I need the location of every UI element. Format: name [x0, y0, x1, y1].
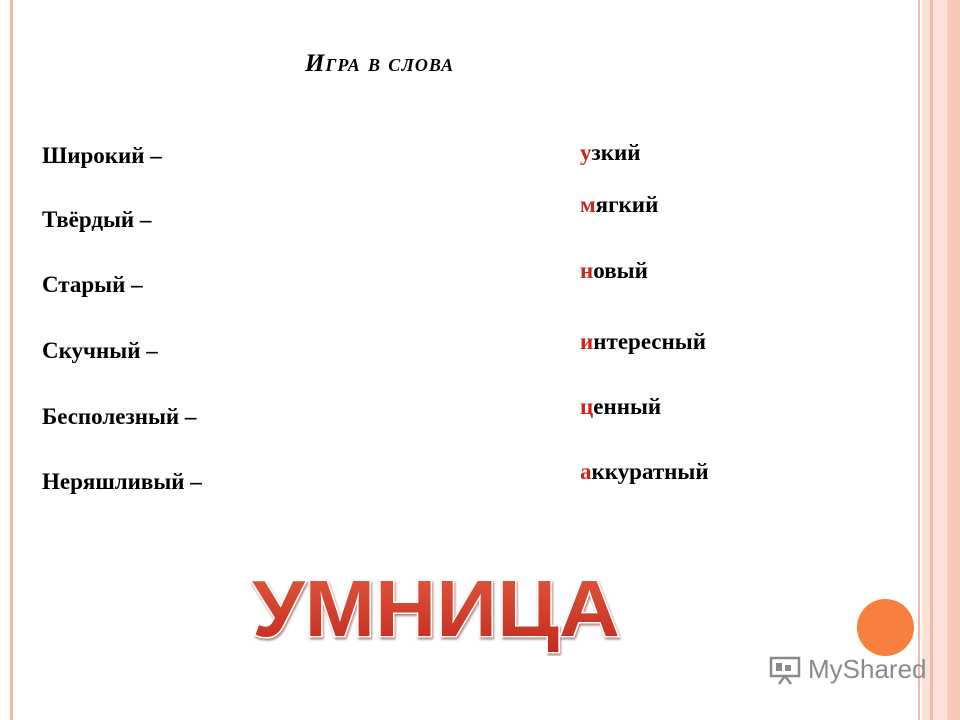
right-stripe [933, 0, 947, 720]
right-stripe [947, 0, 960, 720]
right-stripe [922, 0, 930, 720]
right-word-5 [580, 394, 661, 420]
right-word-6 [580, 459, 709, 485]
left-word-5: Бесполезный – [42, 404, 197, 429]
right-word-rest: овый [593, 258, 648, 283]
bravo-wordart [250, 566, 630, 656]
right-word-rest: нтересный [593, 329, 706, 354]
right-word-first-letter: у [580, 140, 592, 165]
right-word-first-letter: ц [580, 394, 594, 419]
right-word-rest: ягкий [595, 192, 659, 217]
right-stripe [918, 0, 920, 720]
bravo-text: УМНИЦА [252, 566, 620, 653]
presentation-icon [768, 655, 802, 685]
right-word-rest: ккуратный [591, 459, 709, 484]
left-word-6: Неряшливый – [42, 469, 202, 494]
right-word-3 [580, 258, 648, 284]
left-border-line [10, 0, 13, 720]
right-word-1 [580, 140, 641, 166]
myshared-logo [768, 654, 927, 685]
left-word-1: Широкий – [42, 143, 162, 168]
right-word-rest: енный [593, 394, 662, 419]
right-word-first-letter: а [580, 459, 592, 484]
right-word-first-letter: н [580, 258, 594, 283]
left-word-2: Твёрдый – [42, 207, 152, 232]
right-word-rest: зкий [591, 140, 641, 165]
decorative-circle [857, 599, 914, 656]
slide-title: Игра в слова [305, 50, 455, 77]
right-word-first-letter: м [580, 192, 596, 217]
right-word-4 [580, 329, 706, 355]
logo-text: MyShared [808, 654, 927, 684]
left-word-4: Скучный – [42, 338, 158, 363]
left-word-3: Старый – [42, 272, 143, 297]
right-word-first-letter: и [580, 329, 594, 354]
right-word-2 [580, 192, 658, 218]
